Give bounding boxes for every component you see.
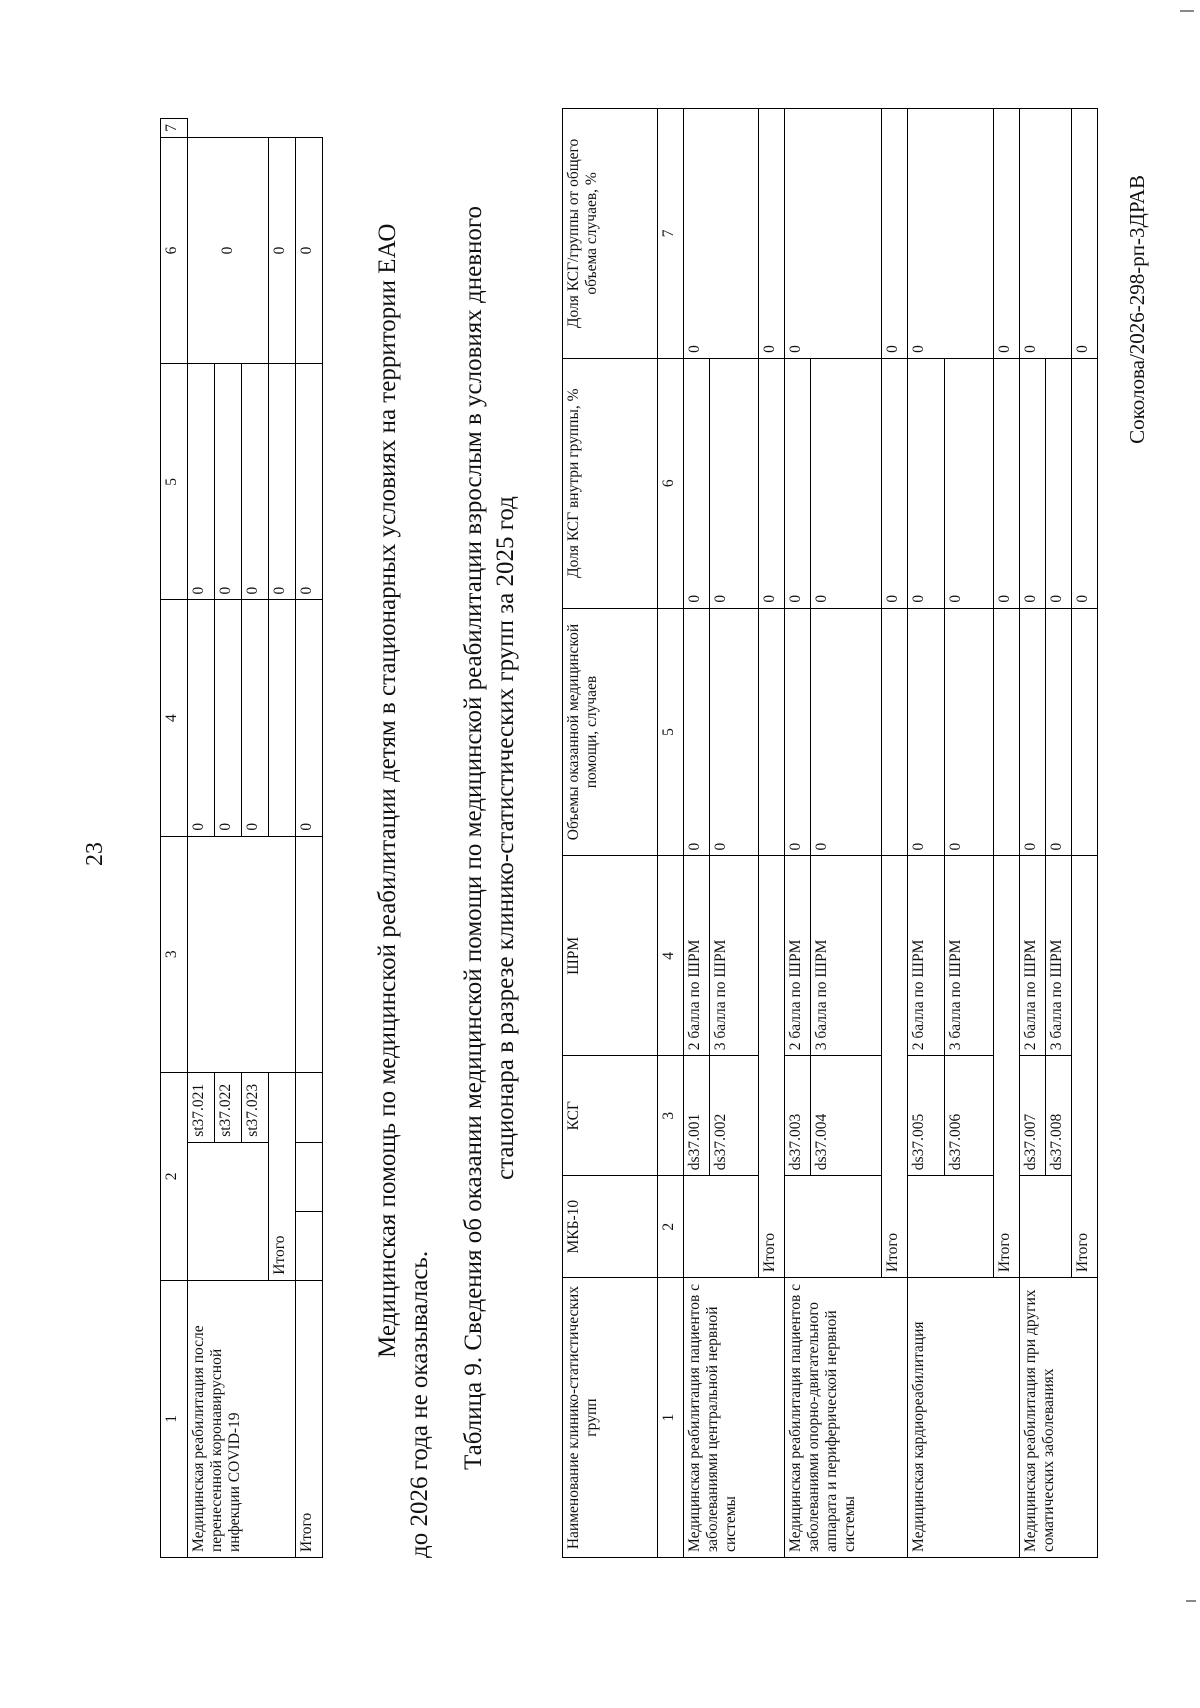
paragraph-line: до 2026 года не оказывалась. — [406, 1250, 433, 1558]
volume-cell — [882, 608, 908, 856]
shrm-cell: 3 балла по ШРМ — [945, 856, 994, 1056]
header-cell: 4 — [161, 600, 188, 836]
shrm-cell — [188, 836, 296, 1072]
subtotal-label: Итого — [269, 1072, 296, 1280]
shrm-cell: 3 балла по ШРМ — [811, 856, 882, 1056]
title-line: Таблица 9. Сведения об оказании медицинской помощи по медицинской реабилитации взрослым в условиях дневного — [460, 205, 487, 1471]
shrm-cell: 2 балла по ШРМ — [1020, 856, 1046, 1056]
volume-cell: 0 — [242, 600, 269, 836]
column-header: Доля КСГ/группы от общего объема случаев, % — [563, 109, 658, 359]
mkb-cell — [1020, 1176, 1072, 1278]
share-total-cell: 0 — [908, 109, 994, 359]
column-number: 4 — [658, 856, 684, 1056]
column-number-row — [658, 109, 684, 1558]
column-header: КСГ — [563, 1056, 658, 1176]
mkb-cell — [785, 1176, 882, 1278]
share-in-group-cell: 0 — [1046, 358, 1072, 608]
table-row-total — [296, 119, 323, 1558]
column-number: 2 — [658, 1176, 684, 1278]
column-header: Доля КСГ внутри группы, % — [563, 358, 658, 608]
header-cell: 3 — [161, 836, 188, 1072]
volume-cell: 0 — [1020, 608, 1046, 856]
shrm-cell: 2 балла по ШРМ — [785, 856, 811, 1056]
share-in-group-cell: 0 — [684, 358, 710, 608]
column-number: 7 — [658, 109, 684, 359]
share-in-group-cell: 0 — [811, 358, 882, 608]
volume-cell: 0 — [908, 608, 945, 856]
share-in-group-cell: 0 — [785, 358, 811, 608]
share-total-cell: 0 — [882, 109, 908, 359]
table-row — [188, 119, 215, 1558]
ksg-cell: ds37.006 — [945, 1056, 994, 1176]
subtotal-label: Итого — [882, 856, 908, 1278]
page-number: 23 — [82, 842, 108, 866]
share-total-cell: 0 — [684, 109, 759, 359]
column-header: Объемы оказанной медицинской помощи, случаев — [563, 608, 658, 856]
ksg-cell: ds37.004 — [811, 1056, 882, 1176]
share-total-cell: 0 — [296, 137, 323, 363]
column-number: 1 — [658, 1278, 684, 1558]
group-name-cell: Медицинская реабилитация при других соматических заболеваниях — [1020, 1278, 1098, 1558]
share-total-cell: 0 — [188, 137, 269, 363]
header-cell: 5 — [161, 364, 188, 600]
header-cell: 2 — [161, 1072, 188, 1280]
volume-cell: 0 — [1046, 608, 1072, 856]
volume-cell — [269, 600, 296, 836]
ksg-cell: st37.021 — [188, 1072, 215, 1142]
table-row — [684, 109, 710, 1558]
volume-cell: 0 — [945, 608, 994, 856]
group-name-cell: Медицинская реабилитация после перенесенной коронавирусной инфекции COVID-19 — [188, 1280, 296, 1557]
share-total-cell: 0 — [785, 109, 882, 359]
ksg-cell: ds37.008 — [1046, 1056, 1072, 1176]
document-footer-id: Соколова/2026-298-рп-3ДРАВ — [1125, 175, 1149, 444]
ksg-cell: ds37.001 — [684, 1056, 710, 1176]
table-row — [908, 109, 945, 1558]
ksg-cell: st37.022 — [215, 1072, 242, 1142]
subtotal-label: Итого — [1072, 856, 1098, 1278]
column-header: ШРМ — [563, 856, 658, 1056]
table-9 — [562, 108, 1098, 1558]
volume-cell: 0 — [710, 608, 759, 856]
share-in-group-cell: 0 — [994, 358, 1020, 608]
volume-cell — [1072, 608, 1098, 856]
total-label: Итого — [296, 1280, 323, 1557]
mkb-cell — [188, 1142, 269, 1280]
shrm-cell: 3 балла по ШРМ — [1046, 856, 1072, 1056]
share-in-group-cell: 0 — [242, 364, 269, 600]
mkb-cell — [684, 1176, 759, 1278]
group-name-cell: Медицинская кардиореабилитация — [908, 1278, 1020, 1558]
share-in-group-cell: 0 — [945, 358, 994, 608]
volume-cell: 0 — [296, 600, 323, 836]
ksg-cell: st37.023 — [242, 1072, 269, 1142]
share-in-group-cell: 0 — [296, 364, 323, 600]
share-total-cell: 0 — [1072, 109, 1098, 359]
title-line: стационара в разрезе клинико-статистических групп за 2025 год — [492, 496, 519, 1180]
empty-cell — [296, 1142, 323, 1211]
shrm-cell: 2 балла по ШРМ — [684, 856, 710, 1056]
column-number: 5 — [658, 608, 684, 856]
share-in-group-cell: 0 — [1072, 358, 1098, 608]
share-in-group-cell: 0 — [1020, 358, 1046, 608]
share-in-group-cell: 0 — [215, 364, 242, 600]
subtotal-label: Итого — [759, 856, 785, 1278]
share-total-cell: 0 — [759, 109, 785, 359]
volume-cell: 0 — [811, 608, 882, 856]
volume-cell: 0 — [684, 608, 710, 856]
volume-cell — [759, 608, 785, 856]
volume-cell: 0 — [785, 608, 811, 856]
column-header: МКБ-10 — [563, 1176, 658, 1278]
column-header: Наименование клинико-статистических групп — [563, 1278, 658, 1558]
empty-cell — [296, 836, 323, 1072]
paragraph-children-rehab — [372, 138, 436, 1558]
shrm-cell: 3 балла по ШРМ — [710, 856, 759, 1056]
ksg-cell: ds37.002 — [710, 1056, 759, 1176]
ksg-cell: ds37.007 — [1020, 1056, 1046, 1176]
ksg-cell: ds37.005 — [908, 1056, 945, 1176]
scan-edge-mark — [1186, 1600, 1196, 1602]
share-total-cell: 0 — [994, 109, 1020, 359]
share-in-group-cell: 0 — [710, 358, 759, 608]
share-in-group-cell: 0 — [908, 358, 945, 608]
share-in-group-cell: 0 — [269, 364, 296, 600]
header-cell: 7 — [161, 119, 188, 138]
header-cell: 1 — [161, 1280, 188, 1557]
table-9-title — [458, 118, 522, 1558]
paragraph-line: Медицинская помощь по медицинской реабилитации детям в стационарных условиях на территории ЕАО — [374, 223, 401, 1358]
share-total-cell: 0 — [269, 137, 296, 363]
column-number: 3 — [658, 1056, 684, 1176]
share-total-cell: 0 — [1020, 109, 1072, 359]
table-header-row — [563, 109, 658, 1558]
group-name-cell: Медицинская реабилитация пациентов с заболеваниями центральной нервной системы — [684, 1278, 785, 1558]
share-in-group-cell: 0 — [882, 358, 908, 608]
empty-cell — [296, 1072, 323, 1142]
empty-cell — [296, 1211, 323, 1280]
column-number: 6 — [658, 358, 684, 608]
table-8-continuation — [160, 118, 323, 1558]
share-in-group-cell: 0 — [188, 364, 215, 600]
shrm-cell: 2 балла по ШРМ — [908, 856, 945, 1056]
table-header-row — [161, 119, 188, 1558]
subtotal-label: Итого — [994, 856, 1020, 1278]
group-name-cell: Медицинская реабилитация пациентов с заболеваниями опорно-двигательного аппарата и периферической нервной системы — [785, 1278, 908, 1558]
volume-cell — [994, 608, 1020, 856]
header-cell: 6 — [161, 137, 188, 363]
share-in-group-cell: 0 — [759, 358, 785, 608]
table-row — [785, 109, 811, 1558]
table-row — [1020, 109, 1046, 1558]
ksg-cell: ds37.003 — [785, 1056, 811, 1176]
volume-cell: 0 — [188, 600, 215, 836]
scan-edge-mark — [1180, 10, 1194, 12]
mkb-cell — [908, 1176, 994, 1278]
volume-cell: 0 — [215, 600, 242, 836]
